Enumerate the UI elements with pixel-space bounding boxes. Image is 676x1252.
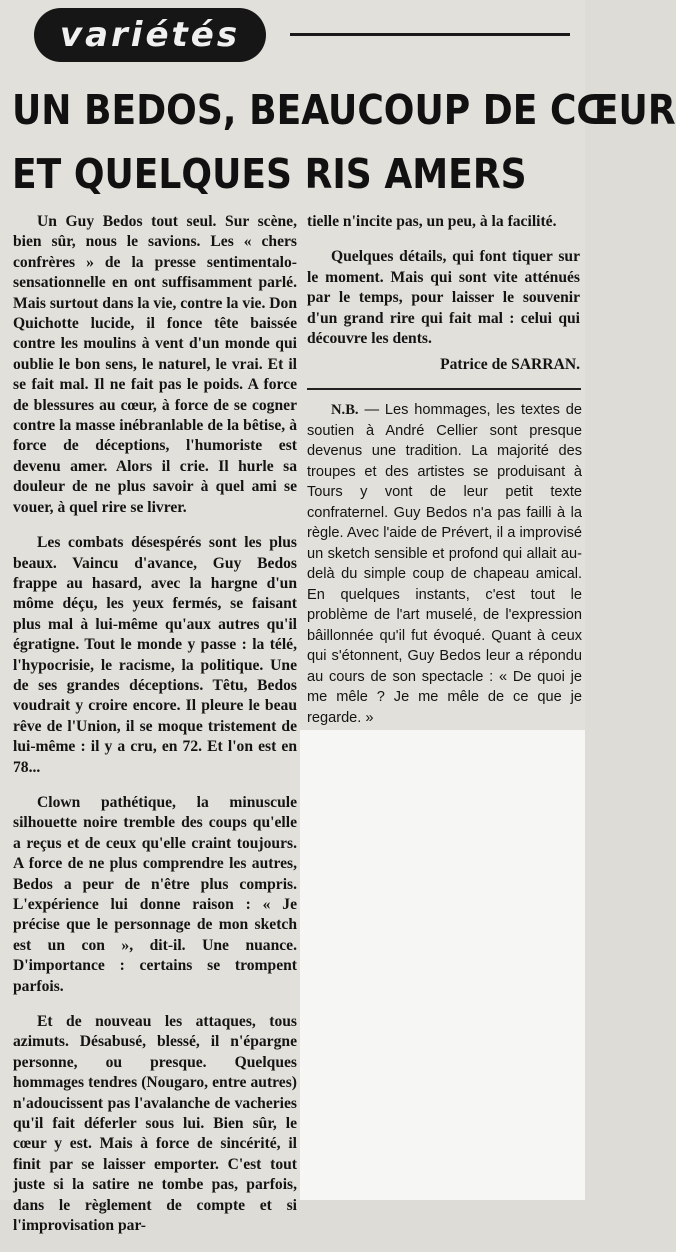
author-signature: Patrice de SARRAN. (440, 356, 580, 374)
nb-note (307, 400, 582, 728)
headline-line-1: UN BEDOS, BEAUCOUP DE CŒUR (12, 86, 676, 134)
headline-line-2: ET QUELQUES RIS AMERS (12, 150, 527, 198)
left-column (13, 212, 297, 1252)
paragraph: Un Guy Bedos tout seul. Sur scène, bien sûr, nous le savions. Les « chers confrères » de la presse sentimentalo-sensationnelle en ont suffisamment parlé. Mais surtout dans la vie, contre la vie. Don Quichotte lucide, il fonce tête baissée contre les moulins à vent d'un monde qui oublie le bon sens, le naturel, le vrai. Et il se fait mal. Il ne fait pas le poids. A force de blessures au cœur, à force de se cogner contre la masse inébranlable de la bêtise, à force de déceptions, l'humoriste est devenu amer. Alors il crie. Il hurle sa douleur de ne plus savoir à quel ami se vouer, à quel rire se livrer. (13, 213, 297, 516)
right-column (307, 212, 580, 388)
column-separator (307, 388, 581, 390)
paragraph: Clown pathétique, la minuscule silhouette noire tremble des coups qu'elle a reçus et de ceux qu'elle craint toujours. A force de ne plus comprendre les autres, Bedos a peur de n'être plus compris. L'expérience lui donne raison : « Je précise que le personnage de mon sketch est un con », dit-il. Une nuance. D'importance : certains se trompent parfois. (13, 793, 297, 995)
paragraph: Les combats désespérés sont les plus beaux. Vaincu d'avance, Guy Bedos frappe au hasard, avec la hargne d'un môme déçu, les yeux fermés, se faisant plus mal à lui-même qu'aux autres qu'il égratigne. Tout le monde y passe : la télé, l'hypocrisie, le racisme, la politique. Une de ses grandes déceptions. Têtu, Bedos voudrait y croire encore. Il pleure le beau rêve de l'Union, il se moque tristement de lui-même : il y a cru, en 72. Et l'on est en 78... (13, 534, 297, 776)
nb-text: — Les hommages, les textes de soutien à André Cellier sont presque devenus une tradition. La majorité des troupes et des artistes se produisant à Tours y vont de leur petit texte confraternel. Guy Bedos n'a pas failli à la règle. Avec l'aide de Prévert, il a improvisé un sketch sensible et profond qui allait au-delà du simple coup de chapeau amical. En quelques instants, c'est tout le problème de l'art muselé, de l'expression bâillonnée qu'il fut évoqué. Quant à ceux qui s'étonnent, Guy Bedos leur a répondu au cours de son spectacle : « De quoi je me mêle ? Je me mêle de ce que je regarde. » (307, 402, 582, 726)
rubric-rule (290, 33, 570, 36)
paragraph: Et de nouveau les attaques, tous azimuts. Désabusé, blessé, il n'épargne personne, ou presque. Quelques hommages tendres (Nougaro, entre autres) n'adoucissent pas l'avalanche de vacheries qu'il fait déferler sous lui. Bien sûr, le cœur y est. Mais à force de sincérité, il finit par se laisser emporter. C'est tout juste si la satire ne tombe pas, parfois, dans le règlement de compte et si l'improvisation par- (13, 1013, 297, 1235)
nb-label: N.B. (331, 402, 359, 418)
paragraph-continued: tielle n'incite pas, un peu, à la facilité. (307, 213, 557, 230)
blank-area (300, 730, 585, 1200)
section-rubric: variétés (34, 8, 266, 62)
paragraph: Quelques détails, qui font tiquer sur le moment. Mais qui sont vite atténués par le temps, pour laisser le souvenir d'un grand rire qui fait mal : celui qui découvre les dents. (307, 248, 580, 348)
